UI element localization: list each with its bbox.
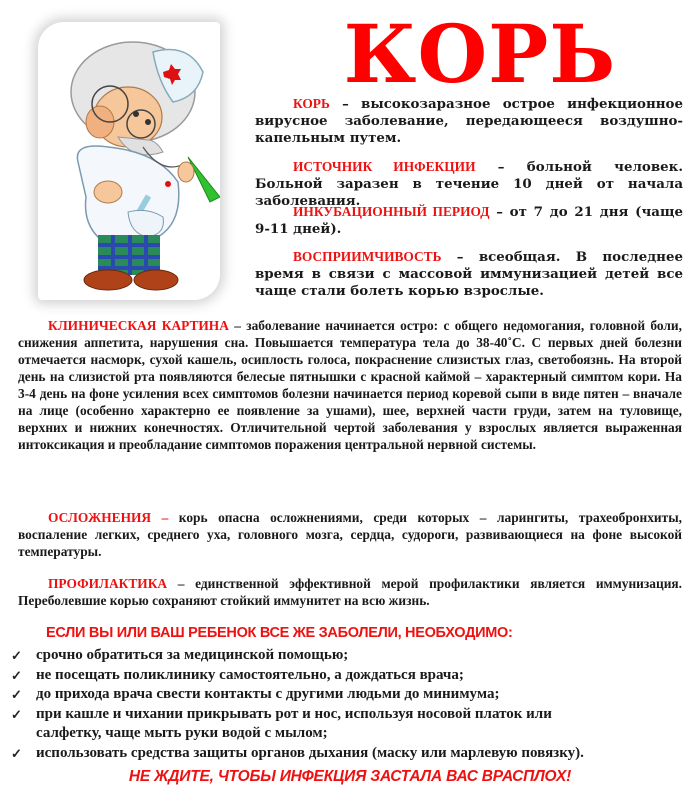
term-label: КЛИНИЧЕСКАЯ КАРТИНА: [48, 318, 229, 333]
susceptibility-paragraph: [255, 248, 683, 300]
checklist-item: [8, 705, 596, 744]
term-description: – больной человек. Больной заразен в течение 10 дней от начала заболевания.: [255, 159, 683, 209]
warning-footer: НЕ ЖДИТЕ, ЧТОБЫ ИНФЕКЦИЯ ЗАСТАЛА ВАС ВРАСПЛОХ!: [128, 768, 572, 785]
clinical-picture-paragraph: [18, 317, 682, 453]
check-icon: ✓: [11, 706, 22, 722]
checklist-heading: ЕСЛИ ВЫ ИЛИ ВАШ РЕБЕНОК ВСЕ ЖЕ ЗАБОЛЕЛИ, НЕОБХОДИМО:: [46, 625, 513, 641]
term-label: ПРОФИЛАКТИКА: [48, 576, 168, 591]
complications-paragraph: [18, 509, 682, 560]
checklist-item: [8, 646, 596, 666]
term-description: – заболевание начинается остро: с общего недомогания, головной боли, снижения аппетита, нарушения сна. Повышается температура тела до 38-40˚С. С первых дней болезни отмечается насморк, сухой кашель, осиплость голоса, покраснение слизистых глаз, светобоязнь. На второй день на слизистой рта появляются белесые пятнышки с красной каймой – характерный симптом кори. На 3-4 день на фоне усиления всех симптомов болезни начинается период коревой сыпи в виде пятен – вначале на лице (особенно характерно ее появление за ушами), шее, верхней части груди, затем на туловище, верхних и нижних конечностях. Отличительной чертой заболевания у взрослых является выраженная интоксикация и преобладание симптомов поражения центральной нервной системы.: [18, 318, 682, 452]
checklist-item: [8, 685, 596, 705]
prevention-paragraph: [18, 575, 682, 609]
incubation-period-paragraph: [255, 203, 683, 238]
checklist-item-text: использовать средства защиты органов дыхания (маску или марлевую повязку).: [36, 744, 584, 761]
check-icon: ✓: [11, 648, 22, 663]
checklist-item-text: до прихода врача свести контакты с другими людьми до минимума;: [36, 686, 500, 702]
page-title: КОРЬ: [343, 7, 617, 101]
doctor-illustration-frame: [38, 22, 220, 300]
check-icon: ✓: [11, 687, 22, 702]
term-description: – всеобщая. В последнее время в связи с массовой иммунизацией детей все чаще стали болеть корью взрослые.: [255, 249, 683, 299]
checklist-item-text: не посещать поликлинику самостоятельно, а дождаться врача;: [36, 666, 464, 683]
checklist-item: [8, 744, 596, 764]
term-label: ИСТОЧНИК ИНФЕКЦИИ: [293, 159, 476, 174]
checklist-item: [8, 666, 596, 686]
check-icon: ✓: [11, 745, 22, 761]
cartoon-doctor-icon: [38, 22, 220, 300]
term-description: корь опасна осложнениями, среди которых – ларингиты, трахеобронхиты, воспаление легких, среднего уха, головного мозга, сердца, судороги, развивающиеся на фоне высокой температуры.: [18, 510, 682, 559]
check-icon: ✓: [11, 667, 22, 683]
checklist-item-text: срочно обратиться за медицинской помощью;: [36, 647, 349, 663]
term-label: ИНКУБАЦИОННЫЙ ПЕРИОД: [293, 204, 490, 219]
checklist-item-text: при кашле и чихании прикрывать рот и нос, используя носовой платок или салфетку, чаще мыть руки водой с мылом;: [36, 705, 552, 741]
term-label: КОРЬ: [293, 96, 330, 111]
action-checklist: [8, 646, 596, 763]
term-description: – высокозаразное острое инфекционное вирусное заболевание, передающееся воздушно-капельным путем.: [255, 96, 683, 146]
term-label: ОСЛОЖНЕНИЯ –: [48, 510, 169, 525]
definition-paragraph: [255, 95, 683, 147]
term-description: – единственной эффективной мерой профилактики является иммунизация. Переболевшие корью сохраняют стойкий иммунитет на всю жизнь.: [18, 576, 682, 608]
term-label: ВОСПРИИМЧИВОСТЬ: [293, 249, 442, 264]
term-description: – от 7 до 21 дня (чаще 9-11 дней).: [255, 204, 683, 237]
